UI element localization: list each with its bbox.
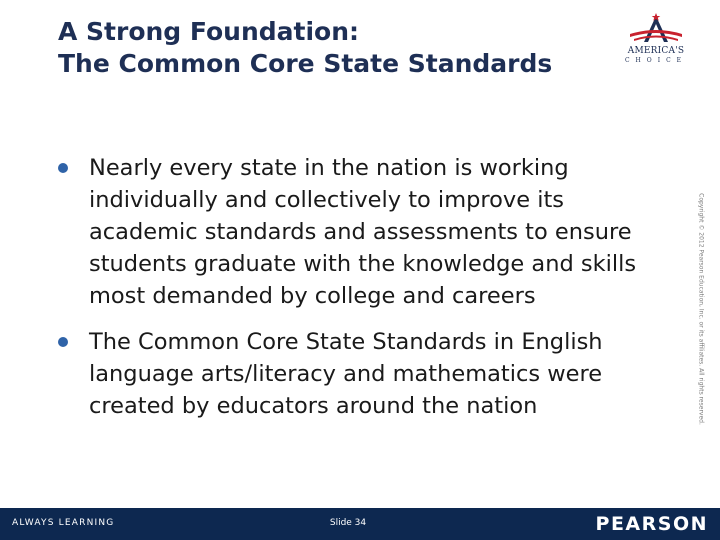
star-a-logo-icon bbox=[616, 12, 696, 46]
logo-wordmark: AMERICA'S bbox=[627, 46, 685, 56]
footer-tagline: ALWAYS LEARNING bbox=[12, 518, 115, 528]
bullet-item bbox=[58, 152, 658, 312]
copyright-notice: Copyright © 2012 Pearson Education, Inc. or its affiliates. All rights reserved. bbox=[697, 193, 705, 425]
title-line-1: A Strong Foundation: bbox=[58, 17, 360, 46]
footer-bar bbox=[0, 508, 720, 540]
logo-subtitle: CHOICE bbox=[624, 57, 688, 64]
bullet-text: The Common Core State Standards in English language arts/literacy and mathematics were created by educators around the nation bbox=[89, 329, 603, 419]
pearson-logo: PEARSON bbox=[595, 513, 708, 535]
americas-choice-logo bbox=[616, 12, 696, 70]
title-line-2: The Common Core State Standards bbox=[58, 49, 553, 78]
bullet-dot-icon bbox=[58, 337, 68, 347]
bullet-item bbox=[58, 326, 658, 422]
slide-number: Slide 34 bbox=[329, 518, 367, 528]
slide-title bbox=[58, 16, 552, 80]
bullet-text: Nearly every state in the nation is working individually and collectively to improve its academic standards and assessments to ensure students graduate with the knowledge and skills most demanded by college and careers bbox=[89, 155, 637, 309]
bullet-dot-icon bbox=[58, 163, 68, 173]
bullet-list bbox=[58, 152, 658, 436]
